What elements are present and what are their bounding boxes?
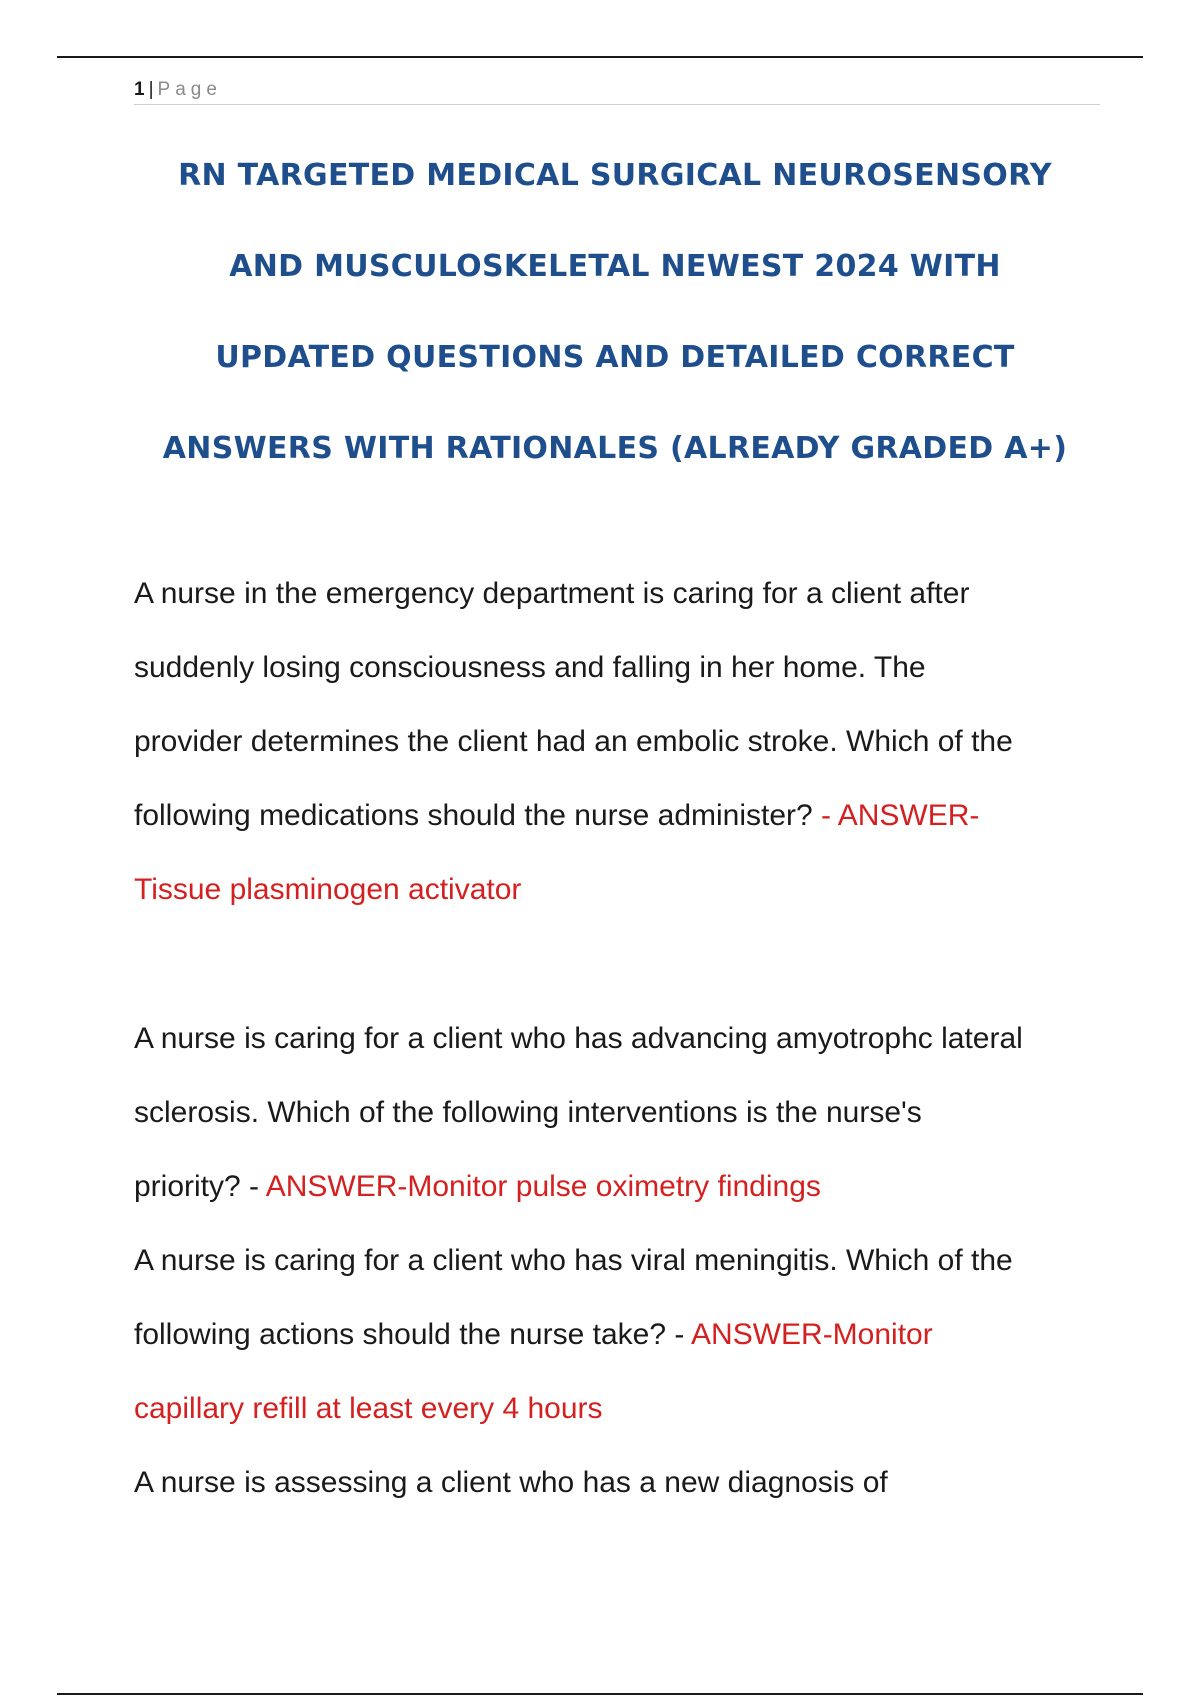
answer-text: ANSWER-Monitor [691,1318,933,1351]
title-line: ANSWERS WITH RATIONALES (ALREADY GRADED A+) [162,431,1068,466]
question-line [134,853,1114,927]
page-separator: | [148,79,154,100]
question-line [134,705,1114,779]
question-line [134,1446,1114,1520]
question-item-2 [134,1002,1114,1224]
question-item-4 [134,1446,1114,1520]
answer-text: Tissue plasminogen activator [134,873,522,906]
question-text: following medications should the nurse administer? [134,799,822,832]
page-header [134,76,1100,105]
question-text: priority? - [134,1170,266,1203]
title-line: RN TARGETED MEDICAL SURGICAL NEUROSENSORY [178,158,1052,193]
question-text: A nurse is caring for a client who has viral meningitis. Which of the [134,1244,1013,1277]
question-line [134,631,1114,705]
question-text: provider determines the client had an embolic stroke. Which of the [134,725,1013,758]
question-item-3 [134,1224,1114,1446]
top-rule [57,56,1143,58]
question-line [134,1002,1114,1076]
answer-text: ANSWER-Monitor pulse oximetry findings [265,1170,821,1203]
question-text: A nurse in the emergency department is caring for a client after [134,577,970,610]
title-line: AND MUSCULOSKELETAL NEWEST 2024 WITH [229,249,1001,284]
question-text: A nurse is caring for a client who has advancing amyotrophc lateral [134,1022,1023,1055]
answer-text: capillary refill at least every 4 hours [134,1392,603,1425]
title-line: UPDATED QUESTIONS AND DETAILED CORRECT [215,340,1015,375]
question-text: suddenly losing consciousness and falling in her home. The [134,651,926,684]
question-text: A nurse is assessing a client who has a new diagnosis of [134,1466,888,1499]
document-title [110,130,1120,494]
question-line [134,779,1114,853]
spacer [134,927,1114,1002]
question-item-1 [134,557,1114,927]
question-line [134,1150,1114,1224]
question-line [134,1298,1114,1372]
question-list [134,557,1114,1520]
page-number: 1 [134,79,145,100]
question-text: sclerosis. Which of the following interventions is the nurse's [134,1096,922,1129]
answer-text: - ANSWER- [821,799,980,832]
question-line [134,1076,1114,1150]
question-line [134,1372,1114,1446]
question-text: following actions should the nurse take? - [134,1318,692,1351]
question-line [134,1224,1114,1298]
bottom-rule [57,1693,1143,1695]
page-label: Page [157,79,222,100]
question-line [134,557,1114,631]
